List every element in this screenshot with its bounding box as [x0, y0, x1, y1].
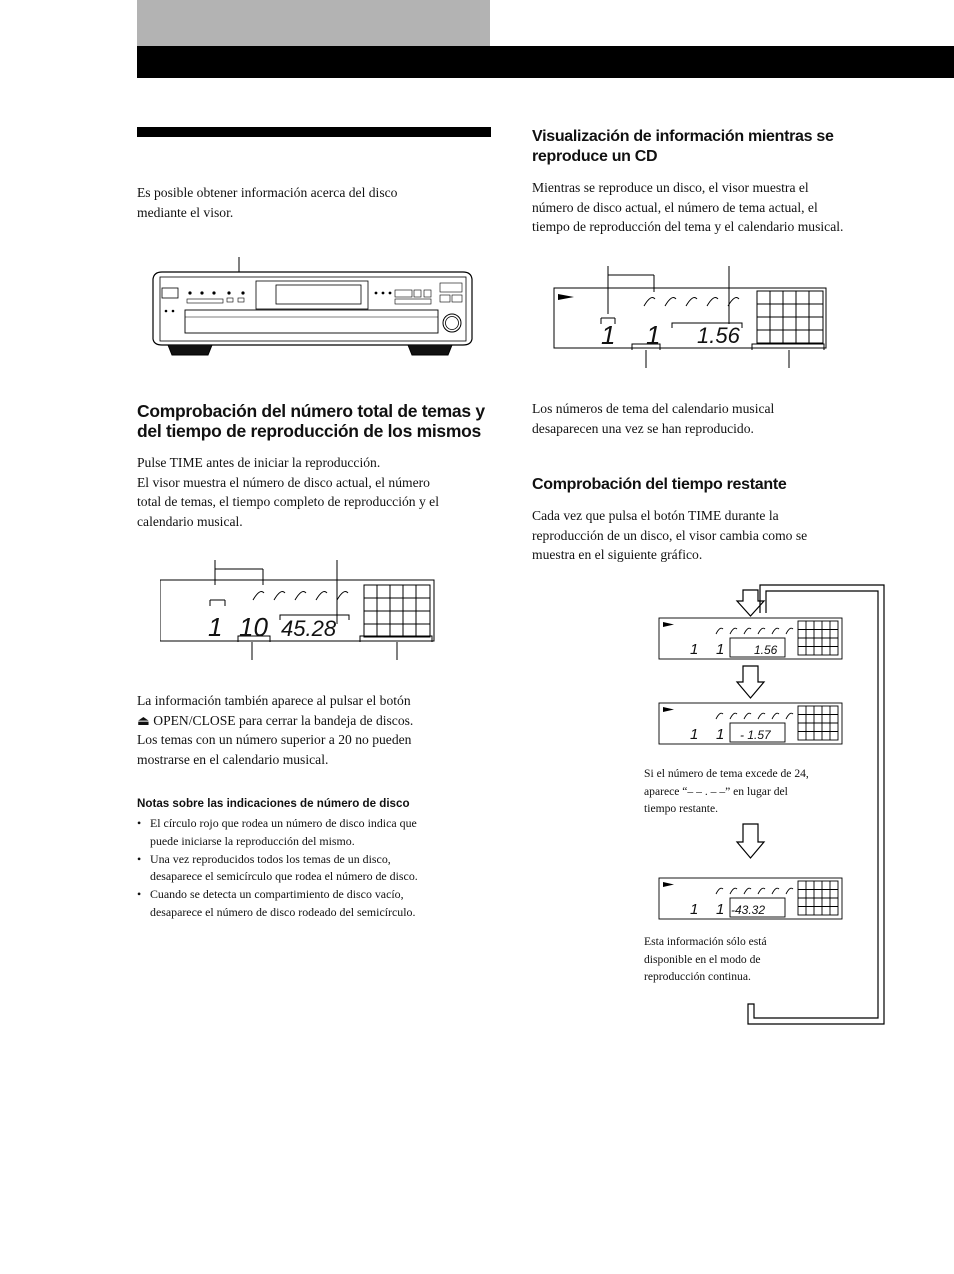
display-remaining-disc-time: -43.32: [731, 903, 766, 917]
note-item: • Una vez reproducidos todos los temas de un disco, desaparece el semicírculo que rodea el número de disco.: [137, 851, 497, 887]
display-playing-disc: 1: [601, 320, 616, 350]
play-indicator-icon: [663, 882, 674, 887]
play-indicator-icon: [558, 294, 574, 300]
remaining-text: Cada vez que pulsa el botón TIME durante la reproducción de un disco, el visor cambia como se muestra en el siguiente gráfico.: [532, 508, 808, 562]
display-elapsed-disc: 1: [690, 641, 699, 658]
note-item: • Cuando se detecta un compartimiento de disco vacío, desaparece el número de disco rodeado del semicírculo.: [137, 886, 497, 922]
display-remaining-disc-track: 1: [716, 901, 725, 918]
eject-icon: ⏏: [137, 712, 150, 728]
display-playing-time: 1.56: [697, 323, 740, 348]
display-remaining-track-time: - 1.57: [740, 728, 771, 742]
heading-total-tracks: Comprobación del número total de temas y del tiempo de reproducción de los mismos: [137, 401, 485, 441]
display-remaining-track-track: 1: [716, 726, 725, 743]
display-total-tracks: 10: [239, 612, 268, 642]
play-indicator-icon: [663, 622, 674, 627]
header-tab: [137, 0, 490, 46]
display-remaining-track-disc: 1: [690, 726, 699, 743]
note-continuous-mode: Esta información sólo está disponible en el modo de reproducción continua.: [644, 935, 767, 983]
display-remaining-disc: [658, 877, 844, 921]
total-tracks-text: Pulse TIME antes de iniciar la reproducción. El visor muestra el número de disco actual, el número total de temas, el tiempo completo de reproducción y el calendario musical.: [137, 455, 439, 529]
display-total-time-value: 45.28: [281, 616, 337, 641]
notes-list: [137, 815, 497, 922]
notes-heading: Notas sobre las indicaciones de número de disco: [137, 797, 410, 810]
display-total-disc: 1: [208, 612, 223, 642]
note-track-over-24: Si el número de tema excede de 24, aparece “– – . – –” en lugar del tiempo restante.: [644, 767, 809, 815]
display-elapsed: [658, 617, 844, 661]
note-item: • El círculo rojo que rodea un número de disco indica que puede iniciarse la reproducción del mismo.: [137, 815, 497, 851]
cd-player-illustration: [150, 257, 475, 357]
total-tracks-after: La información también aparece al pulsar el botón ⏏ OPEN/CLOSE para cerrar la bandeja de discos. Los temas con un número superior a 20 no pueden mostrarse en el calendario musical.: [137, 693, 414, 767]
display-total-time: [160, 560, 436, 660]
heading-playing: Visualización de información mientras se reproduce un CD: [532, 128, 834, 165]
display-remaining-track: [658, 702, 844, 746]
playing-text: Mientras se reproduce un disco, el visor muestra el número de disco actual, el número de tema actual, el tiempo de reproducción del tema y el calendario musical.: [532, 180, 844, 234]
playing-after: Los números de tema del calendario musical desaparecen una vez se han reproducido.: [532, 401, 775, 436]
display-playing-track: 1: [646, 320, 661, 350]
play-indicator-icon: [663, 707, 674, 712]
display-elapsed-track: 1: [716, 641, 725, 658]
section-rule: [137, 127, 491, 137]
display-playing: [552, 266, 828, 368]
heading-remaining: Comprobación del tiempo restante: [532, 476, 787, 493]
display-remaining-disc-disc: 1: [690, 901, 699, 918]
display-elapsed-time: 1.56: [754, 643, 778, 657]
header-bar: [137, 46, 954, 78]
intro-text: Es posible obtener información acerca del disco mediante el visor.: [137, 185, 398, 220]
